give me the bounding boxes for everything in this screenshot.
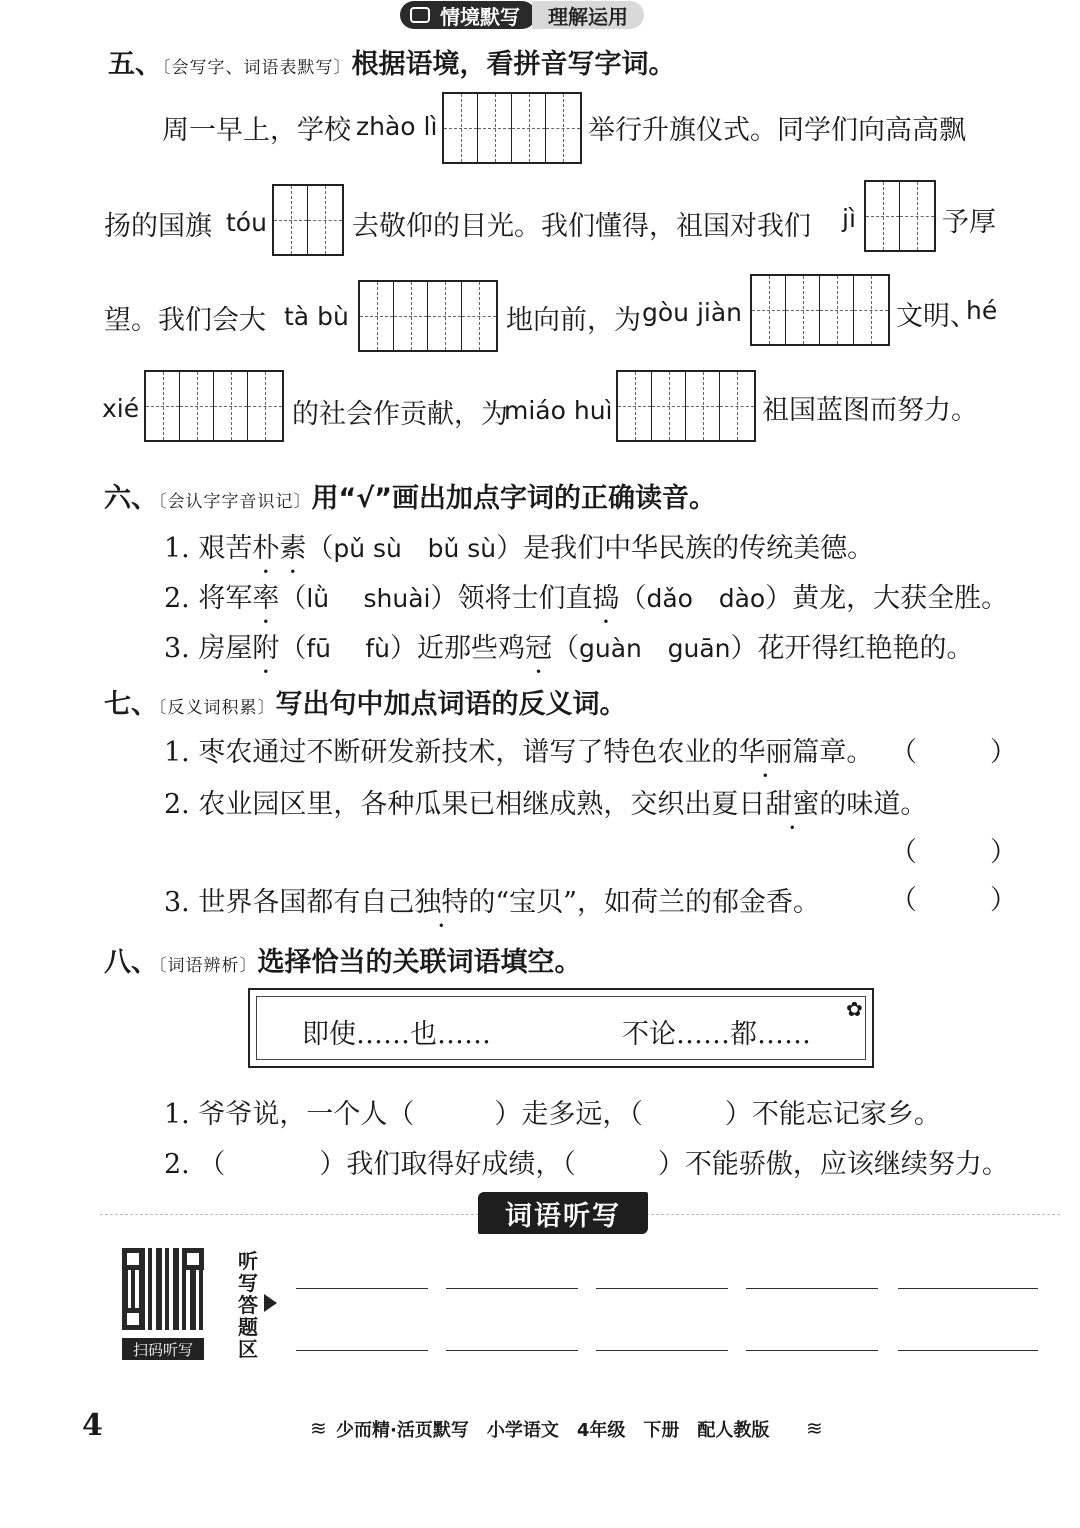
s5-line1-pinyin: zhào lì bbox=[356, 112, 438, 141]
option-dao3[interactable]: dǎo bbox=[646, 584, 693, 613]
s7-q1-answer-close: ） bbox=[990, 737, 1017, 768]
footer-text: 少而精·活页默写 小学语文 4年级 下册 配人教版 bbox=[336, 1420, 770, 1441]
s6-question-2: 2. 将军率（lǜ shuài）领将士们直捣（dǎo dào）黄龙，大获全胜。 bbox=[164, 583, 1009, 614]
word-bank-box bbox=[248, 988, 874, 1068]
s7-q2-answer-open: （ bbox=[890, 837, 917, 868]
dictation-line[interactable] bbox=[446, 1350, 578, 1351]
dictation-line[interactable] bbox=[446, 1288, 578, 1289]
s5-line3-pinyin2: gòu jiàn bbox=[642, 298, 743, 327]
s6-question-1: 1. 艰苦朴素（pǔ sù bǔ sù）是我们中华民族的传统美德。 bbox=[164, 533, 875, 564]
option-guan1[interactable]: guān bbox=[667, 634, 731, 663]
option-dao4[interactable]: dào bbox=[718, 584, 766, 613]
butterfly-icon: ✿ bbox=[846, 997, 863, 1021]
dictation-line[interactable] bbox=[898, 1350, 1038, 1351]
dictation-title: 词语听写 bbox=[478, 1192, 648, 1234]
s5-line3-c: 文明、 bbox=[896, 301, 977, 332]
s5-line3-b: 地向前，为 bbox=[506, 305, 641, 336]
dictation-line[interactable] bbox=[596, 1350, 728, 1351]
word-bank-option-1: 即使……也…… bbox=[302, 1019, 491, 1050]
s5-line3-a: 望。我们会大 bbox=[104, 305, 266, 336]
s7-q3-answer-close: ） bbox=[990, 885, 1017, 916]
qr-label: 扫码听写 bbox=[122, 1338, 204, 1360]
option-fu1[interactable]: fū bbox=[306, 634, 331, 663]
tab-other: 理解运用 bbox=[532, 1, 644, 29]
s8-question-2: 2. （ ）我们取得好成绩，（ ）不能骄傲，应该继续努力。 bbox=[164, 1149, 1009, 1180]
dictation-side-label: 听写答题区 bbox=[238, 1249, 258, 1361]
s5-line2-c: 予厚 bbox=[942, 207, 996, 238]
footer-wave-left-icon: ≋ bbox=[310, 1416, 327, 1440]
s5-line1-a: 周一早上，学校 bbox=[162, 115, 351, 146]
s7-question-3: 3. 世界各国都有自己独特的“宝贝”，如荷兰的郁金香。 bbox=[164, 887, 820, 918]
s5-line2-pinyin2: jì bbox=[842, 204, 856, 233]
dictation-line[interactable] bbox=[746, 1350, 878, 1351]
answer-grid-tabu[interactable] bbox=[358, 280, 498, 352]
dictation-line[interactable] bbox=[296, 1350, 428, 1351]
page-number: 4 bbox=[82, 1408, 103, 1443]
option-guan4[interactable]: guàn bbox=[579, 634, 642, 663]
s7-q2-answer-close: ） bbox=[990, 837, 1017, 868]
s7-question-2: 2. 农业园区里，各种瓜果已相继成熟，交织出夏日甜蜜的味道。 bbox=[164, 789, 928, 820]
s5-line1-b: 举行升旗仪式。同学们向高高飘 bbox=[588, 115, 966, 146]
s5-line4-a: 的社会作贡献，为 bbox=[292, 399, 508, 430]
tab-active: 情境默写 bbox=[400, 1, 536, 29]
camera-icon bbox=[410, 7, 430, 23]
s5-line4-b: 祖国蓝图而努力。 bbox=[762, 395, 978, 426]
s8-question-1: 1. 爷爷说，一个人（ ）走多远，（ ）不能忘记家乡。 bbox=[164, 1099, 941, 1130]
answer-grid-ji[interactable] bbox=[864, 180, 936, 252]
s5-line4-pinyin2: miáo huì bbox=[504, 396, 613, 425]
option-fu4[interactable]: fù bbox=[365, 634, 390, 663]
section-6-heading: 六、〔会认字字音识记〕用“√”画出加点字词的正确读音。 bbox=[104, 483, 716, 514]
answer-grid-hexie[interactable] bbox=[144, 370, 284, 442]
qr-code[interactable] bbox=[122, 1248, 204, 1330]
answer-grid-miaohui[interactable] bbox=[616, 370, 756, 442]
dictation-line[interactable] bbox=[746, 1288, 878, 1289]
option-busu[interactable]: bǔ sù bbox=[427, 534, 497, 563]
s5-line3-pinyin1: tà bù bbox=[284, 302, 349, 331]
s7-q1-answer-open: （ bbox=[890, 737, 917, 768]
answer-grid-zhaoli[interactable] bbox=[442, 92, 582, 164]
option-lv[interactable]: lǜ bbox=[306, 584, 330, 613]
s5-line3-pinyin3: hé bbox=[966, 296, 998, 325]
section-5-heading: 五、〔会写字、词语表默写〕根据语境，看拼音写字词。 bbox=[108, 49, 676, 80]
option-shuai[interactable]: shuài bbox=[363, 584, 431, 613]
s5-line2-b: 去敬仰的目光。我们懂得，祖国对我们 bbox=[352, 211, 811, 242]
dictation-line[interactable] bbox=[596, 1288, 728, 1289]
answer-grid-tou[interactable] bbox=[272, 184, 344, 256]
answer-grid-goujian[interactable] bbox=[750, 274, 890, 346]
s6-question-3: 3. 房屋附（fū fù）近那些鸡冠（guàn guān）花开得红艳艳的。 bbox=[164, 633, 974, 664]
s5-line4-pinyin1: xié bbox=[102, 394, 140, 423]
footer-wave-right-icon: ≋ bbox=[806, 1416, 823, 1440]
s5-line2-a: 扬的国旗 bbox=[104, 211, 212, 242]
header-tabs bbox=[400, 0, 644, 30]
word-bank-option-2: 不论……都…… bbox=[622, 1019, 811, 1050]
dictation-line[interactable] bbox=[296, 1288, 428, 1289]
section-8-heading: 八、〔词语辨析〕选择恰当的关联词语填空。 bbox=[104, 947, 582, 978]
s7-q3-answer-open: （ bbox=[890, 885, 917, 916]
section-7-heading: 七、〔反义词积累〕写出句中加点词语的反义词。 bbox=[104, 689, 627, 720]
arrow-right-icon bbox=[264, 1294, 277, 1312]
s5-line2-pinyin1: tóu bbox=[226, 208, 267, 237]
s7-question-1: 1. 枣农通过不断研发新技术，谱写了特色农业的华丽篇章。 bbox=[164, 737, 874, 768]
dictation-line[interactable] bbox=[898, 1288, 1038, 1289]
option-pusu[interactable]: pǔ sù bbox=[333, 534, 402, 563]
